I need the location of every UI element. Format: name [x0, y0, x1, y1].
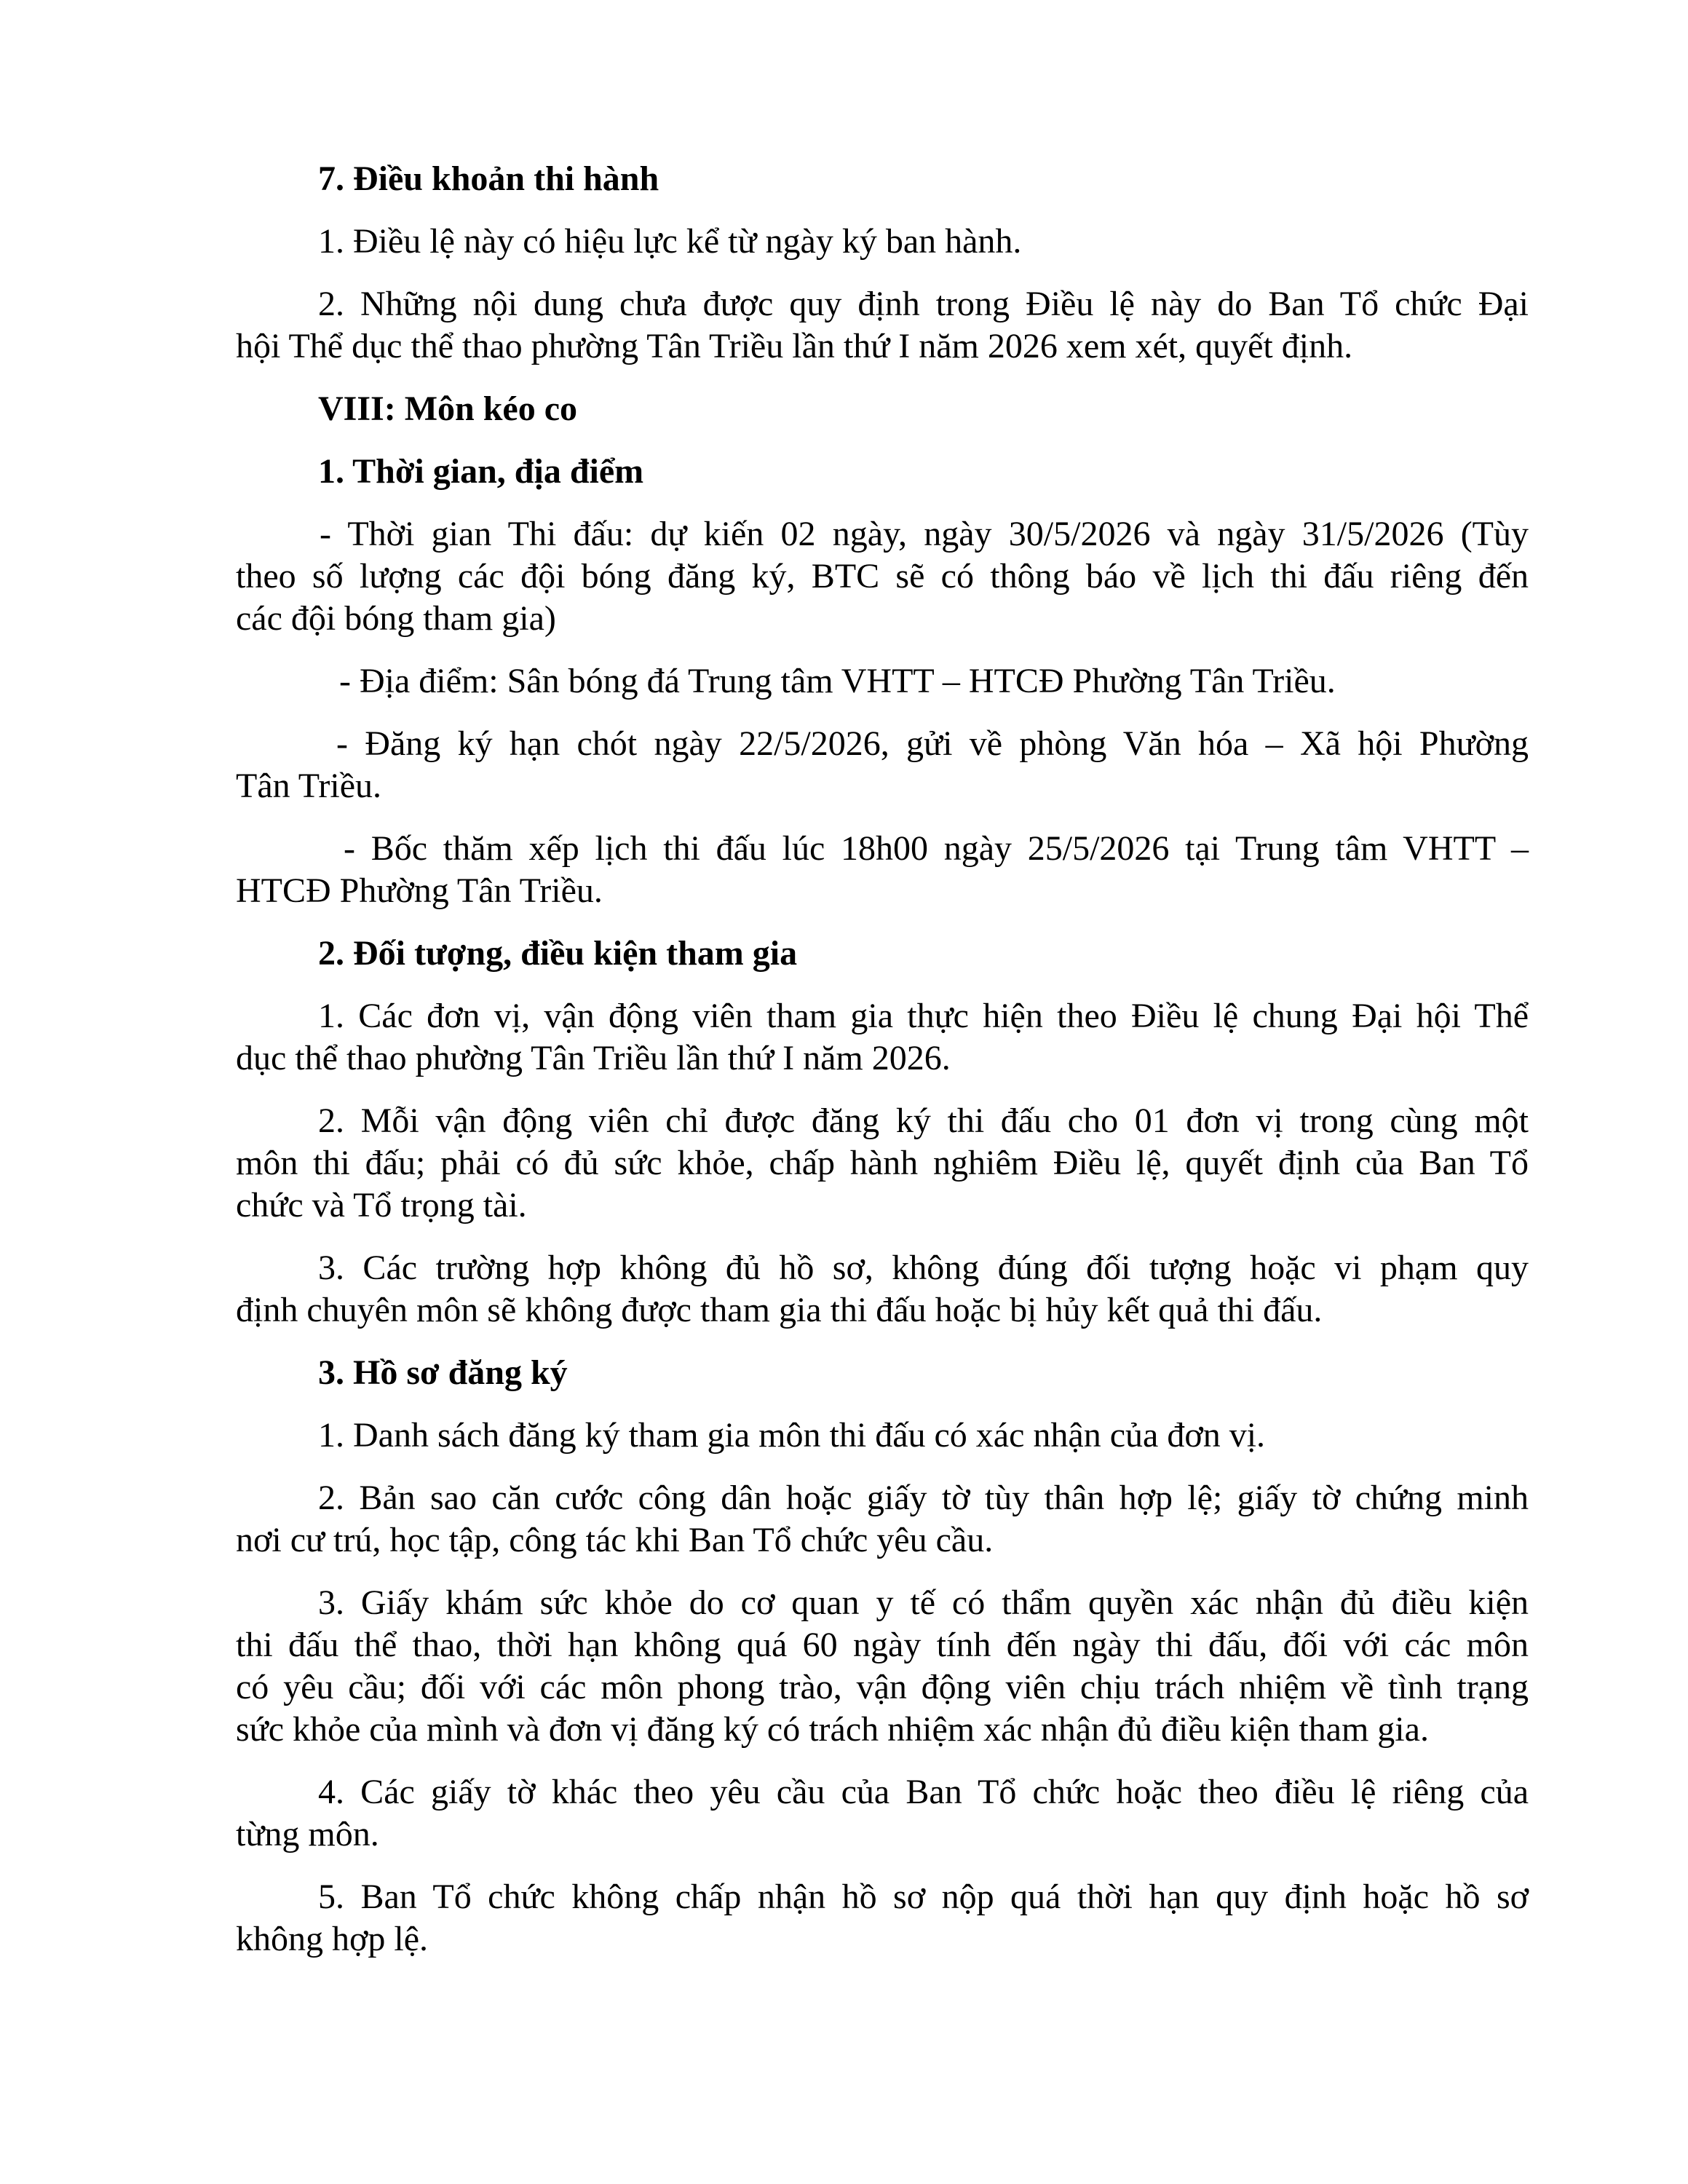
text-line: hội Thể dục thể thao phường Tân Triều lần thứ I năm 2026 xem xét, quyết định. — [236, 327, 1353, 365]
paragraph — [236, 995, 1529, 1080]
paragraph — [236, 723, 1529, 807]
text-line: 3. Hồ sơ đăng ký — [318, 1353, 568, 1392]
section-heading — [236, 933, 1529, 975]
text-line: 1. Các đơn vị, vận động viên tham gia thực hiện theo Điều lệ chung Đại hội Thể — [318, 997, 1529, 1035]
paragraph — [236, 1876, 1529, 1961]
paragraph — [236, 1582, 1529, 1751]
text-line: 3. Các trường hợp không đủ hồ sơ, không đúng đối tượng hoặc vi phạm quy — [318, 1249, 1529, 1287]
paragraph — [236, 513, 1529, 640]
text-line: HTCĐ Phường Tân Triều. — [236, 871, 603, 910]
section-heading — [236, 158, 1529, 200]
paragraph — [236, 828, 1529, 912]
text-line: 1. Thời gian, địa điểm — [318, 452, 644, 491]
text-line: 4. Các giấy tờ khác theo yêu cầu của Ban Tổ chức hoặc theo điều lệ riêng của — [318, 1773, 1529, 1811]
text-line: - Địa điểm: Sân bóng đá Trung tâm VHTT – HTCĐ Phường Tân Triều. — [339, 662, 1336, 700]
text-line: nơi cư trú, học tập, công tác khi Ban Tổ chức yêu cầu. — [236, 1521, 994, 1559]
text-line: Tân Triều. — [236, 767, 382, 805]
paragraph — [236, 1415, 1529, 1457]
text-line: dục thể thao phường Tân Triều lần thứ I năm 2026. — [236, 1039, 951, 1077]
paragraph — [236, 1771, 1529, 1856]
paragraph — [236, 1247, 1529, 1332]
text-line: theo số lượng các đội bóng đăng ký, BTC sẽ có thông báo về lịch thi đấu riêng đến — [236, 557, 1529, 596]
text-line: 2. Bản sao căn cước công dân hoặc giấy tờ tùy thân hợp lệ; giấy tờ chứng minh — [318, 1479, 1529, 1517]
text-line: VIII: Môn kéo co — [318, 389, 577, 428]
text-line: 2. Đối tượng, điều kiện tham gia — [318, 934, 798, 973]
text-line: có yêu cầu; đối với các môn phong trào, vận động viên chịu trách nhiệm về tình trạng — [236, 1668, 1529, 1706]
text-line: chức và Tổ trọng tài. — [236, 1186, 527, 1224]
section-heading — [236, 451, 1529, 493]
paragraph — [236, 1100, 1529, 1227]
text-line: môn thi đấu; phải có đủ sức khỏe, chấp hành nghiêm Điều lệ, quyết định của Ban Tổ — [236, 1144, 1529, 1182]
text-line: 7. Điều khoản thi hành — [318, 159, 659, 198]
text-line: không hợp lệ. — [236, 1920, 429, 1958]
text-line: định chuyên môn sẽ không được tham gia thi đấu hoặc bị hủy kết quả thi đấu. — [236, 1291, 1323, 1329]
document-content — [236, 158, 1529, 1961]
text-line: - Thời gian Thi đấu: dự kiến 02 ngày, ngày 30/5/2026 và ngày 31/5/2026 (Tùy — [320, 515, 1529, 553]
text-line: thi đấu thể thao, thời hạn không quá 60 ngày tính đến ngày thi đấu, đối với các môn — [236, 1626, 1529, 1664]
text-line: 3. Giấy khám sức khỏe do cơ quan y tế có thẩm quyền xác nhận đủ điều kiện — [318, 1583, 1529, 1622]
text-line: - Đăng ký hạn chót ngày 22/5/2026, gửi về phòng Văn hóa – Xã hội Phường — [336, 724, 1529, 763]
text-line: - Bốc thăm xếp lịch thi đấu lúc 18h00 ngày 25/5/2026 tại Trung tâm VHTT – — [344, 829, 1529, 868]
text-line: các đội bóng tham gia) — [236, 599, 556, 638]
section-heading — [236, 388, 1529, 430]
text-line: 2. Mỗi vận động viên chỉ được đăng ký thi đấu cho 01 đơn vị trong cùng một — [318, 1101, 1529, 1140]
paragraph — [236, 221, 1529, 263]
text-line: 1. Danh sách đăng ký tham gia môn thi đấu có xác nhận của đơn vị. — [318, 1416, 1266, 1455]
text-line: 2. Những nội dung chưa được quy định trong Điều lệ này do Ban Tổ chức Đại — [318, 285, 1529, 323]
text-line: 5. Ban Tổ chức không chấp nhận hồ sơ nộp quá thời hạn quy định hoặc hồ sơ — [318, 1878, 1529, 1916]
text-line: sức khỏe của mình và đơn vị đăng ký có trách nhiệm xác nhận đủ điều kiện tham gia. — [236, 1710, 1429, 1749]
text-line: từng môn. — [236, 1815, 379, 1853]
section-heading — [236, 1352, 1529, 1394]
paragraph — [236, 1477, 1529, 1562]
paragraph — [236, 283, 1529, 368]
text-line: 1. Điều lệ này có hiệu lực kể từ ngày ký ban hành. — [318, 222, 1022, 261]
paragraph — [236, 660, 1529, 703]
